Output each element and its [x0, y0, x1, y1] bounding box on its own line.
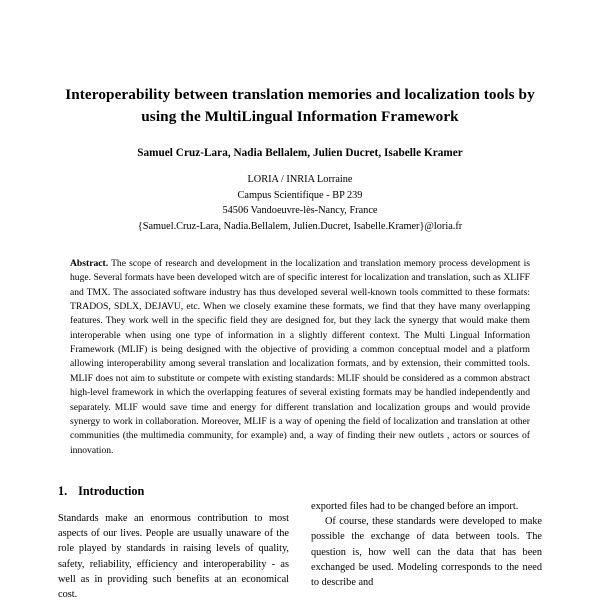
paragraph: Standards make an enormous contribution to most aspects of our lives. People are usually unaware of the role played by standards in raising levels of quality, safety, reliability, efficiency and interoperability - as well as in providing such benefits at an economical cost. — [58, 513, 289, 600]
affiliation-line-3: 54506 Vandoeuvre-lès-Nancy, France — [222, 205, 378, 217]
paragraph: Of course, these standards were developed to make possible the exchange of data between tools. The question is, how well can the data that has been exchanged be used. Modeling corresponds to the need to describe and — [311, 516, 542, 588]
body-columns — [58, 499, 542, 602]
body-column-right — [311, 499, 542, 602]
abstract-block — [58, 257, 542, 458]
section-number: 1. — [58, 484, 68, 499]
affiliation-line-1: LORIA / INRIA Lorraine — [247, 174, 353, 186]
affiliation-line-2: Campus Scientifique - BP 239 — [237, 189, 363, 201]
abstract-text: The scope of research and development in the localization and translation memory process development is huge. Several formats have been developed witch are of specific interest for localization and translation, such as XLIFF and TMX. The associated software industry has thus developed several well-known tools committed to these formats: TRADOS, SDLX, DEJAVU, etc. When we closely examine these formats, we find that they have many overlapping features. They work well in the specific field they are designed for, but they lack the synergy that would make them interoperable when using one type of information in a slightly different context. The Multi Lingual Information Framework (MLIF) is being designed with the objective of providing a common conceptual model and a platform allowing interoperability among several translation and localization formats, and by extension, their committed tools. MLIF does not aim to substitute or compete with existing standards: MLIF should be considered as a common abstract high-level framework in which the overlapping features of several existing formats may be handled independently and separately. MLIF would save time and energy for different translation and localization groups and would provide synergy to work in collaboration. Moreover, MLIF is a way of opening the field of localization and translation at other communities (the multimedia community, for example) and, a way of finding their new outlets , actors or sources of innovation. — [70, 257, 530, 456]
affiliation-email: {Samuel.Cruz-Lara, Nadia.Bellalem, Julien.Ducret, Isabelle.Kramer}@loria.fr — [137, 221, 463, 233]
abstract-label: Abstract. — [70, 257, 109, 269]
author-list: Samuel Cruz-Lara, Nadia Bellalem, Julien Ducret, Isabelle Kramer — [137, 147, 463, 160]
affiliation-block — [58, 172, 542, 235]
section-heading — [58, 484, 542, 499]
paragraph: exported files had to be changed before an import. — [311, 501, 519, 513]
section-title: Introduction — [78, 484, 145, 499]
body-column-left — [58, 511, 289, 602]
page-title: Interoperability between translation memories and localization tools by using the MultiLingual Information Framework — [65, 86, 535, 125]
